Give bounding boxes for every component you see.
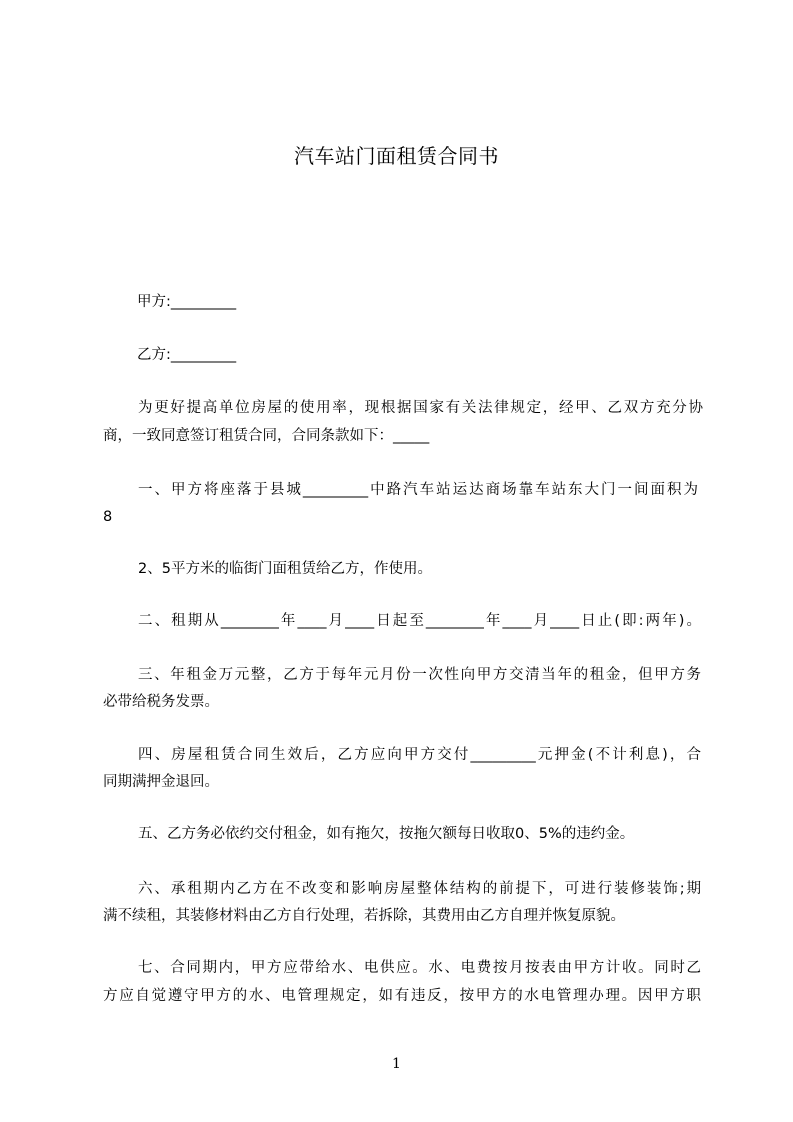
clause-1-line-2: 8 bbox=[103, 509, 113, 525]
intro-line-1: 为更好提高单位房屋的使用率，现根据国家有关法律规定，经甲、乙双方充分协 bbox=[138, 400, 703, 416]
clause-2-line-1: 二、租期从________年____月____日起至________年____月____日止(即:两年)。 bbox=[138, 613, 701, 629]
page-number: 1 bbox=[392, 1056, 401, 1072]
clause-3-line-1: 三、年租金万元整，乙方于每年元月份一次性向甲方交清当年的租金，但甲方务 bbox=[138, 667, 701, 683]
document-title: 汽车站门面租赁合同书 bbox=[294, 144, 499, 168]
clause-4-line-1: 四、房屋租赁合同生效后，乙方应向甲方交付_________元押金(不计利息)，合 bbox=[138, 747, 701, 763]
clause-1-line-3: 2、5平方米的临街门面租赁给乙方，作使用。 bbox=[138, 561, 432, 577]
clause-6-line-2: 满不续租，其装修材料由乙方自行处理，若拆除，其费用由乙方自理并恢复原貌。 bbox=[103, 908, 625, 924]
party-a-line: 甲方:_________ bbox=[137, 294, 237, 310]
clause-4-line-2: 同期满押金退回。 bbox=[103, 774, 219, 790]
clause-1-line-1: 一、甲方将座落于县城_________中路汽车站运达商场靠车站东大门一间面积为 bbox=[138, 482, 698, 498]
clause-7-line-1: 七、合同期内，甲方应带给水、电供应。水、电费按月按表由甲方计收。同时乙 bbox=[138, 960, 701, 976]
party-b-line: 乙方:_________ bbox=[137, 347, 237, 363]
clause-3-line-2: 必带给税务发票。 bbox=[103, 694, 219, 710]
clause-5-line-1: 五、乙方务必依约交付租金，如有拖欠，按拖欠额每日收取0、5%的违约金。 bbox=[138, 826, 635, 842]
clause-7-line-2: 方应自觉遵守甲方的水、电管理规定，如有违反，按甲方的水电管理办理。因甲方职 bbox=[103, 988, 701, 1004]
intro-line-2: 商，一致同意签订租赁合同，合同条款如下：_____ bbox=[103, 428, 430, 444]
clause-6-line-1: 六、承租期内乙方在不改变和影响房屋整体结构的前提下，可进行装修装饰;期 bbox=[138, 881, 701, 897]
